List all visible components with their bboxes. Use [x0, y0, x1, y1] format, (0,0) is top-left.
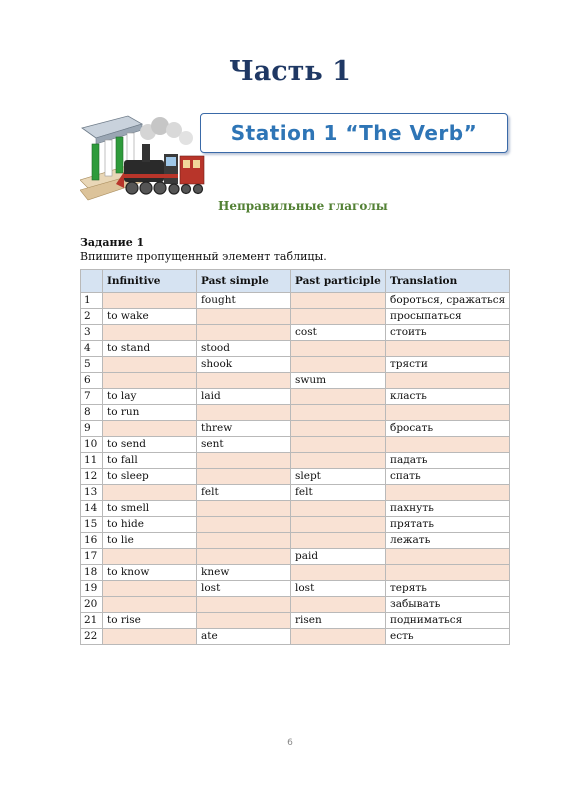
table-row: [81, 341, 510, 357]
train-station-clipart-icon: [80, 110, 205, 210]
cell-translation: пахнуть: [386, 501, 510, 517]
cell-number: 16: [81, 533, 103, 549]
cell-infinitive[interactable]: [103, 485, 197, 501]
cell-number: 17: [81, 549, 103, 565]
cell-infinitive[interactable]: [103, 581, 197, 597]
cell-infinitive: to hide: [103, 517, 197, 533]
cell-past-simple: knew: [197, 565, 291, 581]
cell-past-simple: laid: [197, 389, 291, 405]
cell-translation: трясти: [386, 357, 510, 373]
cell-infinitive[interactable]: [103, 293, 197, 309]
cell-past-simple[interactable]: [197, 517, 291, 533]
cell-translation[interactable]: [386, 341, 510, 357]
task-description: Впишите пропущенный элемент таблицы.: [80, 250, 327, 263]
cell-number: 9: [81, 421, 103, 437]
cell-translation: прятать: [386, 517, 510, 533]
cell-infinitive: to stand: [103, 341, 197, 357]
column-header-past-simple: Past simple: [197, 270, 291, 293]
table-row: [81, 437, 510, 453]
part-title: Часть 1: [229, 56, 351, 87]
cell-translation: просыпаться: [386, 309, 510, 325]
table-header-row: [81, 270, 510, 293]
cell-number: 20: [81, 597, 103, 613]
cell-translation[interactable]: [386, 405, 510, 421]
cell-number: 6: [81, 373, 103, 389]
cell-infinitive: to lay: [103, 389, 197, 405]
column-header-past-participle: Past participle: [291, 270, 386, 293]
cell-infinitive: to wake: [103, 309, 197, 325]
cell-past-simple[interactable]: [197, 549, 291, 565]
task-title: Задание 1: [80, 236, 145, 249]
cell-infinitive[interactable]: [103, 325, 197, 341]
cell-past-simple: lost: [197, 581, 291, 597]
cell-translation: есть: [386, 629, 510, 645]
cell-translation[interactable]: [386, 485, 510, 501]
cell-past-simple[interactable]: [197, 597, 291, 613]
cell-past-participle[interactable]: [291, 309, 386, 325]
cell-past-simple[interactable]: [197, 501, 291, 517]
irregular-verbs-table: [80, 269, 510, 645]
cell-number: 7: [81, 389, 103, 405]
table-row: [81, 469, 510, 485]
cell-past-participle[interactable]: [291, 501, 386, 517]
table-row: [81, 613, 510, 629]
table-row: [81, 453, 510, 469]
cell-past-participle[interactable]: [291, 389, 386, 405]
cell-number: 15: [81, 517, 103, 533]
cell-past-simple: shook: [197, 357, 291, 373]
table-row: [81, 629, 510, 645]
cell-number: 10: [81, 437, 103, 453]
cell-translation: лежать: [386, 533, 510, 549]
table-row: [81, 421, 510, 437]
cell-translation: бросать: [386, 421, 510, 437]
cell-past-participle[interactable]: [291, 629, 386, 645]
cell-number: 21: [81, 613, 103, 629]
cell-past-participle[interactable]: [291, 405, 386, 421]
column-header-number: [81, 270, 103, 293]
cell-past-simple[interactable]: [197, 533, 291, 549]
cell-past-simple[interactable]: [197, 453, 291, 469]
table-row: [81, 357, 510, 373]
column-header-infinitive: Infinitive: [103, 270, 197, 293]
cell-translation: падать: [386, 453, 510, 469]
cell-past-participle[interactable]: [291, 357, 386, 373]
cell-infinitive: to smell: [103, 501, 197, 517]
cell-past-participle: lost: [291, 581, 386, 597]
cell-past-participle[interactable]: [291, 597, 386, 613]
cell-past-participle[interactable]: [291, 533, 386, 549]
cell-translation[interactable]: [386, 437, 510, 453]
cell-translation: спать: [386, 469, 510, 485]
cell-past-participle[interactable]: [291, 517, 386, 533]
table-row: [81, 389, 510, 405]
cell-number: 3: [81, 325, 103, 341]
table-row: [81, 517, 510, 533]
table-row: [81, 581, 510, 597]
cell-number: 4: [81, 341, 103, 357]
cell-past-simple[interactable]: [197, 309, 291, 325]
cell-infinitive[interactable]: [103, 421, 197, 437]
cell-past-participle: slept: [291, 469, 386, 485]
cell-translation: забывать: [386, 597, 510, 613]
cell-past-simple: threw: [197, 421, 291, 437]
table-row: [81, 501, 510, 517]
cell-translation[interactable]: [386, 565, 510, 581]
table-row: [81, 293, 510, 309]
cell-past-simple[interactable]: [197, 325, 291, 341]
cell-translation: класть: [386, 389, 510, 405]
table-row: [81, 597, 510, 613]
cell-number: 22: [81, 629, 103, 645]
cell-infinitive[interactable]: [103, 629, 197, 645]
cell-infinitive: to know: [103, 565, 197, 581]
cell-translation[interactable]: [386, 549, 510, 565]
cell-past-participle: paid: [291, 549, 386, 565]
cell-number: 19: [81, 581, 103, 597]
table-row: [81, 549, 510, 565]
section-subtitle: Неправильные глаголы: [218, 199, 388, 213]
cell-infinitive: to send: [103, 437, 197, 453]
cell-number: 14: [81, 501, 103, 517]
cell-infinitive: to rise: [103, 613, 197, 629]
cell-past-participle[interactable]: [291, 565, 386, 581]
table-row: [81, 373, 510, 389]
table-row: [81, 485, 510, 501]
cell-translation: бороться, сражаться: [386, 293, 510, 309]
cell-infinitive: to lie: [103, 533, 197, 549]
cell-infinitive[interactable]: [103, 373, 197, 389]
cell-past-participle: felt: [291, 485, 386, 501]
station-title: Station 1 “The Verb”: [230, 121, 478, 145]
cell-number: 2: [81, 309, 103, 325]
page-number: 6: [287, 738, 293, 748]
cell-infinitive[interactable]: [103, 357, 197, 373]
cell-past-simple[interactable]: [197, 469, 291, 485]
cell-infinitive: to sleep: [103, 469, 197, 485]
table-row: [81, 325, 510, 341]
cell-past-participle[interactable]: [291, 341, 386, 357]
cell-number: 13: [81, 485, 103, 501]
cell-infinitive[interactable]: [103, 549, 197, 565]
cell-past-simple: fought: [197, 293, 291, 309]
cell-number: 18: [81, 565, 103, 581]
cell-past-participle[interactable]: [291, 293, 386, 309]
table-row: [81, 405, 510, 421]
station-title-banner: [200, 113, 508, 153]
cell-number: 1: [81, 293, 103, 309]
cell-translation: терять: [386, 581, 510, 597]
cell-translation: стоить: [386, 325, 510, 341]
cell-number: 5: [81, 357, 103, 373]
cell-translation: подниматься: [386, 613, 510, 629]
cell-past-participle[interactable]: [291, 437, 386, 453]
cell-past-simple: felt: [197, 485, 291, 501]
cell-number: 8: [81, 405, 103, 421]
cell-number: 11: [81, 453, 103, 469]
cell-past-simple[interactable]: [197, 373, 291, 389]
table-row: [81, 309, 510, 325]
column-header-translation: Translation: [386, 270, 510, 293]
cell-past-simple: sent: [197, 437, 291, 453]
table-row: [81, 565, 510, 581]
cell-past-simple: ate: [197, 629, 291, 645]
cell-infinitive[interactable]: [103, 597, 197, 613]
cell-past-participle: risen: [291, 613, 386, 629]
cell-past-simple[interactable]: [197, 405, 291, 421]
cell-past-participle[interactable]: [291, 421, 386, 437]
cell-past-participle[interactable]: [291, 453, 386, 469]
cell-past-simple: stood: [197, 341, 291, 357]
cell-infinitive: to run: [103, 405, 197, 421]
table-row: [81, 533, 510, 549]
cell-infinitive: to fall: [103, 453, 197, 469]
cell-past-participle: cost: [291, 325, 386, 341]
cell-number: 12: [81, 469, 103, 485]
cell-past-participle: swum: [291, 373, 386, 389]
cell-past-simple[interactable]: [197, 613, 291, 629]
cell-translation[interactable]: [386, 373, 510, 389]
